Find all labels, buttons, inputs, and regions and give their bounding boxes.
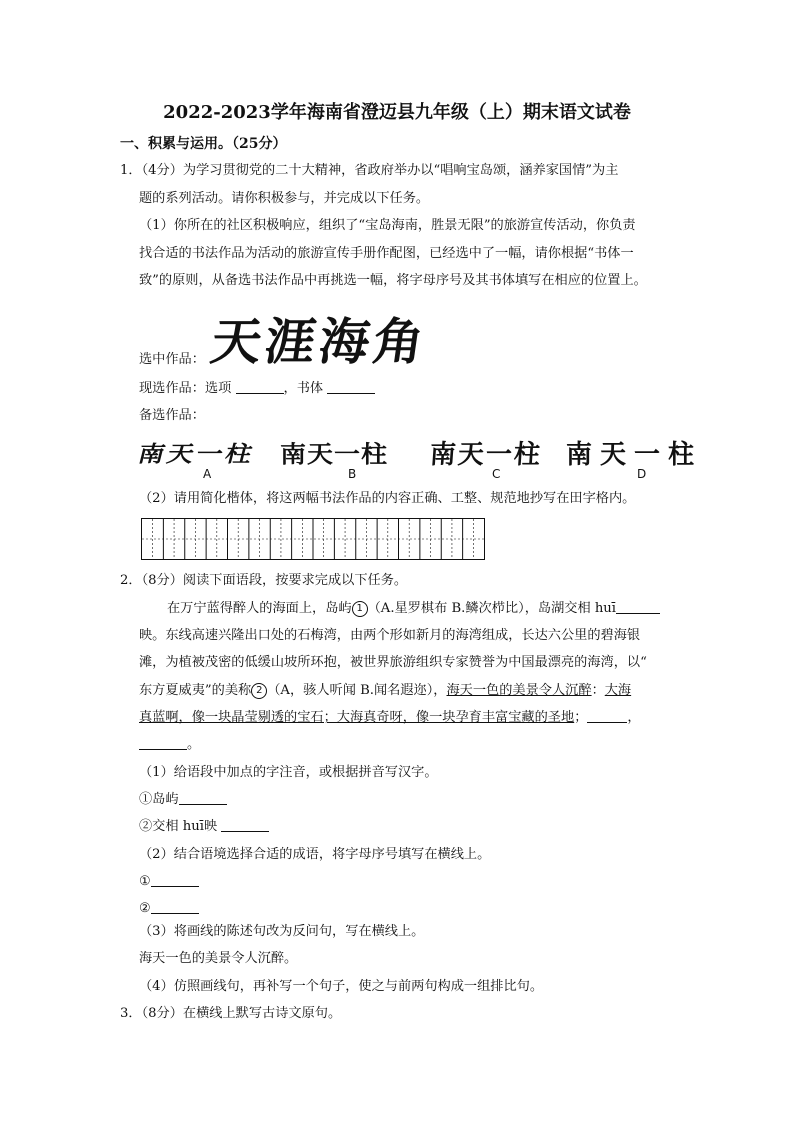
item-label: ② [139, 901, 151, 916]
q1-prompt-line2: 题的系列活动。请你积极参与，并完成以下任务。 [139, 191, 430, 206]
option-c-letter: C [492, 467, 501, 481]
page-title: 2022-2023学年海南省澄迈县九年级（上）期末语文试卷 [163, 102, 631, 123]
now-select-label: 现选作品：选项 [139, 381, 232, 396]
passage-text: 在万宁蓝得醉人的海面上，岛屿 [167, 601, 352, 616]
option-a [135, 434, 258, 471]
blank-number-2: 2 [251, 683, 267, 699]
pinyin-answer-blank[interactable] [616, 599, 660, 614]
passage-text: （A.星罗棋布 B.鳞次栉比），岛湖交相 huī [367, 601, 617, 616]
q1-sub2: （2）请用简化楷体，将这两幅书法作品的内容正确、工整、规范地抄写在田字格内。 [139, 491, 636, 506]
underlined-sentence: 海天一色的美景令人沉醉 [446, 683, 592, 698]
option-b [280, 434, 388, 471]
tianzige-grid[interactable] [141, 518, 485, 560]
q2-passage-line3: 滩，为植被茂密的低缓山坡所环抱，被世界旅游组织专家赞誉为中国最漂亮的海湾，以“ [139, 655, 647, 670]
q2-sub3: （3）将画线的陈述句改为反问句，写在横线上。 [139, 924, 425, 939]
option-b-letter: B [348, 467, 357, 481]
q2-sub4: （4）仿照画线句，再补写一个句子，使之与前两句构成一组排比句。 [139, 979, 544, 994]
blank-number-1: 1 [352, 601, 368, 617]
q2-sub1: （1）给语段中加点的字注音，或根据拼音写汉字。 [139, 765, 438, 780]
option-d-letter: D [637, 467, 647, 481]
now-select-row [139, 379, 375, 399]
underlined-sentence: 真蓝啊，像一块晶莹剔透的宝石；大海真奇呀，像一块孕育丰富宝藏的圣地 [139, 710, 575, 725]
q2-passage-line5 [139, 708, 641, 728]
selected-calligraphy [207, 302, 432, 374]
item-label: ②交相 huī映 [139, 819, 218, 834]
answer-blank[interactable] [179, 790, 227, 805]
option-a-letter: A [203, 467, 212, 481]
q1-prompt-line1: 1．（4分）为学习贯彻党的二十大精神，省政府举办以“唱响宝岛颂，涵养家国情”为主 [120, 163, 619, 178]
option-b-calligraphy: 南天一柱 [280, 441, 389, 469]
underlined-text: 大海 [604, 683, 632, 698]
q1-sub1-line2: 找合适的书法作品为活动的旅游宣传手册作配图，已经选中了一幅，请你根据“书体一 [139, 246, 634, 261]
answer-blank[interactable] [151, 899, 199, 914]
q2-sub2: （2）结合语境选择合适的成语，将字母序号填写在横线上。 [139, 847, 491, 862]
grid-lines [142, 519, 484, 559]
passage-text: ： [591, 683, 605, 698]
passage-text: 。 [187, 737, 201, 752]
option-d [566, 434, 702, 471]
q1-sub1-line3: 致”的原则，从备选书法作品中再挑选一幅，将字母序号及其书体填写在相应的位置上。 [139, 273, 647, 288]
option-answer-blank[interactable] [236, 379, 284, 394]
q2-sub1-a [139, 790, 227, 810]
q3-prompt: 3．（8分）在横线上默写古诗文原句。 [120, 1006, 342, 1021]
calligraphy-image-text: 天涯海角 [207, 312, 432, 371]
q2-prompt: 2．（8分）阅读下面语段，按要求完成以下任务。 [120, 573, 408, 588]
passage-text: ； [574, 710, 588, 725]
passage-text: 东方夏威夷”的美称 [139, 683, 252, 698]
selected-work-label: 选中作品： [139, 352, 205, 367]
option-a-calligraphy: 南天一柱 [135, 441, 258, 468]
q2-passage-line1 [167, 599, 660, 619]
font-style-label: ，书体 [283, 381, 324, 396]
q1-sub1-line1: （1）你所在的社区积极响应，组织了“宝岛海南，胜景无限”的旅游宣传活动，你负责 [139, 218, 636, 233]
q2-passage-line2: 映。东线高速兴隆出口处的石梅湾，由两个形如新月的海湾组成，长达六公里的碧海银 [139, 628, 641, 643]
q2-sub2-b [139, 899, 199, 919]
font-style-answer-blank[interactable] [327, 379, 375, 394]
q2-sub2-a [139, 872, 199, 892]
item-label: ① [139, 874, 151, 889]
q2-passage-line6 [139, 735, 200, 755]
item-label: ①岛屿 [139, 792, 179, 807]
candidates-label: 备选作品： [139, 408, 205, 423]
q2-passage-line4 [139, 681, 631, 701]
passage-text: （A，骇人听闻 B.闻名遐迩）， [267, 683, 447, 698]
option-d-calligraphy: 南天一柱 [566, 440, 703, 469]
option-c-calligraphy: 南天一柱 [428, 440, 543, 470]
passage-text: ， [627, 710, 641, 725]
q2-sub1-b [139, 817, 269, 837]
parallel-answer-blank-2[interactable] [139, 735, 187, 750]
option-c [430, 434, 542, 471]
q2-sub3-sentence: 海天一色的美景令人沉醉。 [139, 951, 298, 966]
answer-blank[interactable] [221, 817, 269, 832]
section-heading: 一、积累与运用。（25分） [120, 136, 287, 152]
parallel-answer-blank-1[interactable] [587, 708, 627, 723]
answer-blank[interactable] [151, 872, 199, 887]
